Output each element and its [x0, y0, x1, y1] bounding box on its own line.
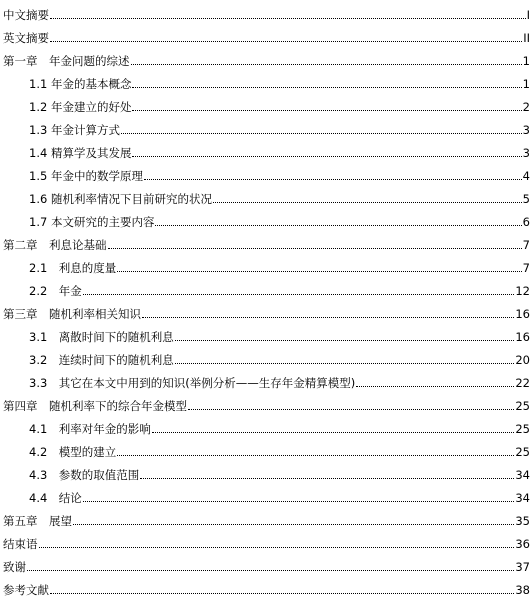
toc-entry-title: 参考文献 [3, 583, 49, 597]
toc-entry-title: 3.2 连续时间下的随机利息 [29, 353, 174, 367]
toc-entry[interactable] [0, 138, 532, 160]
toc-entry-page: 36 [515, 537, 530, 551]
toc-entry[interactable] [0, 529, 532, 551]
toc-entry[interactable] [0, 207, 532, 229]
toc-entry-title: 4.1 利率对年金的影响 [29, 422, 151, 436]
toc-entry-title: 4.2 模型的建立 [29, 445, 117, 459]
toc-entry-title: 1.6 随机利率情况下目前研究的状况 [29, 192, 212, 206]
toc-entry[interactable] [0, 506, 532, 528]
toc-entry[interactable] [0, 414, 532, 436]
toc-leader-dots [83, 293, 515, 295]
toc-entry-page: 3 [522, 123, 530, 137]
toc-entry-title: 英文摘要 [3, 31, 49, 45]
toc-entry-title: 第一章 年金问题的综述 [3, 54, 130, 68]
toc-entry-page: 20 [515, 353, 530, 367]
toc-entry[interactable] [0, 345, 532, 367]
toc-entry[interactable] [0, 69, 532, 91]
toc-entry[interactable] [0, 391, 532, 413]
toc-entry[interactable] [0, 184, 532, 206]
toc-entry-page: 25 [515, 445, 530, 459]
toc-entry-page: 34 [515, 468, 530, 482]
toc-leader-dots [50, 17, 526, 19]
toc-leader-dots [356, 385, 514, 387]
toc-entry-title: 1.4 精算学及其发展 [29, 146, 132, 160]
toc-entry-title: 中文摘要 [3, 8, 49, 22]
toc-entry[interactable] [0, 437, 532, 459]
toc-entry-page: 22 [515, 376, 530, 390]
toc-entry-title: 1.5 年金中的数学原理 [29, 169, 143, 183]
toc-leader-dots [50, 592, 514, 594]
toc-entry-page: 1 [522, 77, 530, 91]
toc-entry-title: 1.2 年金建立的好处 [29, 100, 132, 114]
toc-entry-page: 1 [522, 54, 530, 68]
toc-entry-page: 38 [515, 583, 530, 597]
toc-entry-title: 1.3 年金计算方式 [29, 123, 120, 137]
toc-leader-dots [39, 546, 515, 548]
toc-leader-dots [144, 178, 522, 180]
toc-entry-page: 6 [522, 215, 530, 229]
toc-entry-title: 1.7 本文研究的主要内容 [29, 215, 155, 229]
toc-entry-title: 结束语 [3, 537, 38, 551]
toc-entry[interactable] [0, 46, 532, 68]
toc-entry-title: 第五章 展望 [3, 514, 72, 528]
toc-entry[interactable] [0, 92, 532, 114]
toc-leader-dots [132, 86, 521, 88]
toc-entry-page: 16 [515, 330, 530, 344]
toc-entry[interactable] [0, 23, 532, 45]
toc-entry-title: 第三章 随机利率相关知识 [3, 307, 141, 321]
toc-entry-page: 5 [522, 192, 530, 206]
toc-leader-dots [117, 270, 521, 272]
toc-entry-page: 4 [522, 169, 530, 183]
toc-entry[interactable] [0, 368, 532, 390]
toc-entry-page: 25 [515, 422, 530, 436]
toc-leader-dots [83, 500, 515, 502]
toc-entry-title: 3.1 离散时间下的随机利息 [29, 330, 174, 344]
toc-entry-title: 1.1 年金的基本概念 [29, 77, 132, 91]
toc-entry-page: 25 [515, 399, 530, 413]
toc-entry-page: 35 [515, 514, 530, 528]
toc-entry-title: 第二章 利息论基础 [3, 238, 107, 252]
toc-entry[interactable] [0, 322, 532, 344]
toc-entry-title: 4.4 结论 [29, 491, 82, 505]
toc-entry-title: 第四章 随机利率下的综合年金模型 [3, 399, 187, 413]
toc-leader-dots [213, 201, 522, 203]
toc-leader-dots [132, 155, 521, 157]
toc-entry[interactable] [0, 299, 532, 321]
toc-entry-page: 7 [522, 238, 530, 252]
toc-entry-page: 16 [515, 307, 530, 321]
toc-entry[interactable] [0, 230, 532, 252]
toc-leader-dots [155, 224, 521, 226]
toc-entry-page: 2 [522, 100, 530, 114]
toc-leader-dots [188, 408, 514, 410]
toc-entry-page: 3 [522, 146, 530, 160]
toc-leader-dots [73, 523, 514, 525]
toc-entry[interactable] [0, 0, 532, 22]
toc-leader-dots [140, 477, 514, 479]
toc-entry-title: 致谢 [3, 560, 26, 574]
toc-leader-dots [117, 454, 514, 456]
toc-entry[interactable] [0, 253, 532, 275]
toc-leader-dots [121, 132, 522, 134]
toc-leader-dots [142, 316, 514, 318]
toc-entry[interactable] [0, 483, 532, 505]
toc-entry[interactable] [0, 115, 532, 137]
toc-entry-title: 2.1 利息的度量 [29, 261, 117, 275]
toc-entry-page: 34 [515, 491, 530, 505]
toc-leader-dots [175, 362, 515, 364]
toc-entry-page: II [523, 31, 530, 45]
toc-entry-page: 37 [515, 560, 530, 574]
toc-entry[interactable] [0, 276, 532, 298]
toc-entry-page: I [526, 8, 530, 22]
toc-leader-dots [132, 109, 521, 111]
toc-leader-dots [152, 431, 515, 433]
toc-leader-dots [108, 247, 522, 249]
toc-entry-title: 4.3 参数的取值范围 [29, 468, 140, 482]
toc-leader-dots [175, 339, 515, 341]
toc-entry[interactable] [0, 161, 532, 183]
toc-entry[interactable] [0, 552, 532, 574]
toc-leader-dots [27, 569, 514, 571]
toc-entry-page: 7 [522, 261, 530, 275]
toc-entry-title: 2.2 年金 [29, 284, 82, 298]
toc-entry-title: 3.3 其它在本文中用到的知识(举例分析——生存年金精算模型) [29, 376, 356, 390]
toc-entry[interactable] [0, 575, 532, 597]
toc-entry[interactable] [0, 460, 532, 482]
toc-leader-dots [50, 40, 522, 42]
toc-leader-dots [131, 63, 522, 65]
toc-entry-page: 12 [515, 284, 530, 298]
